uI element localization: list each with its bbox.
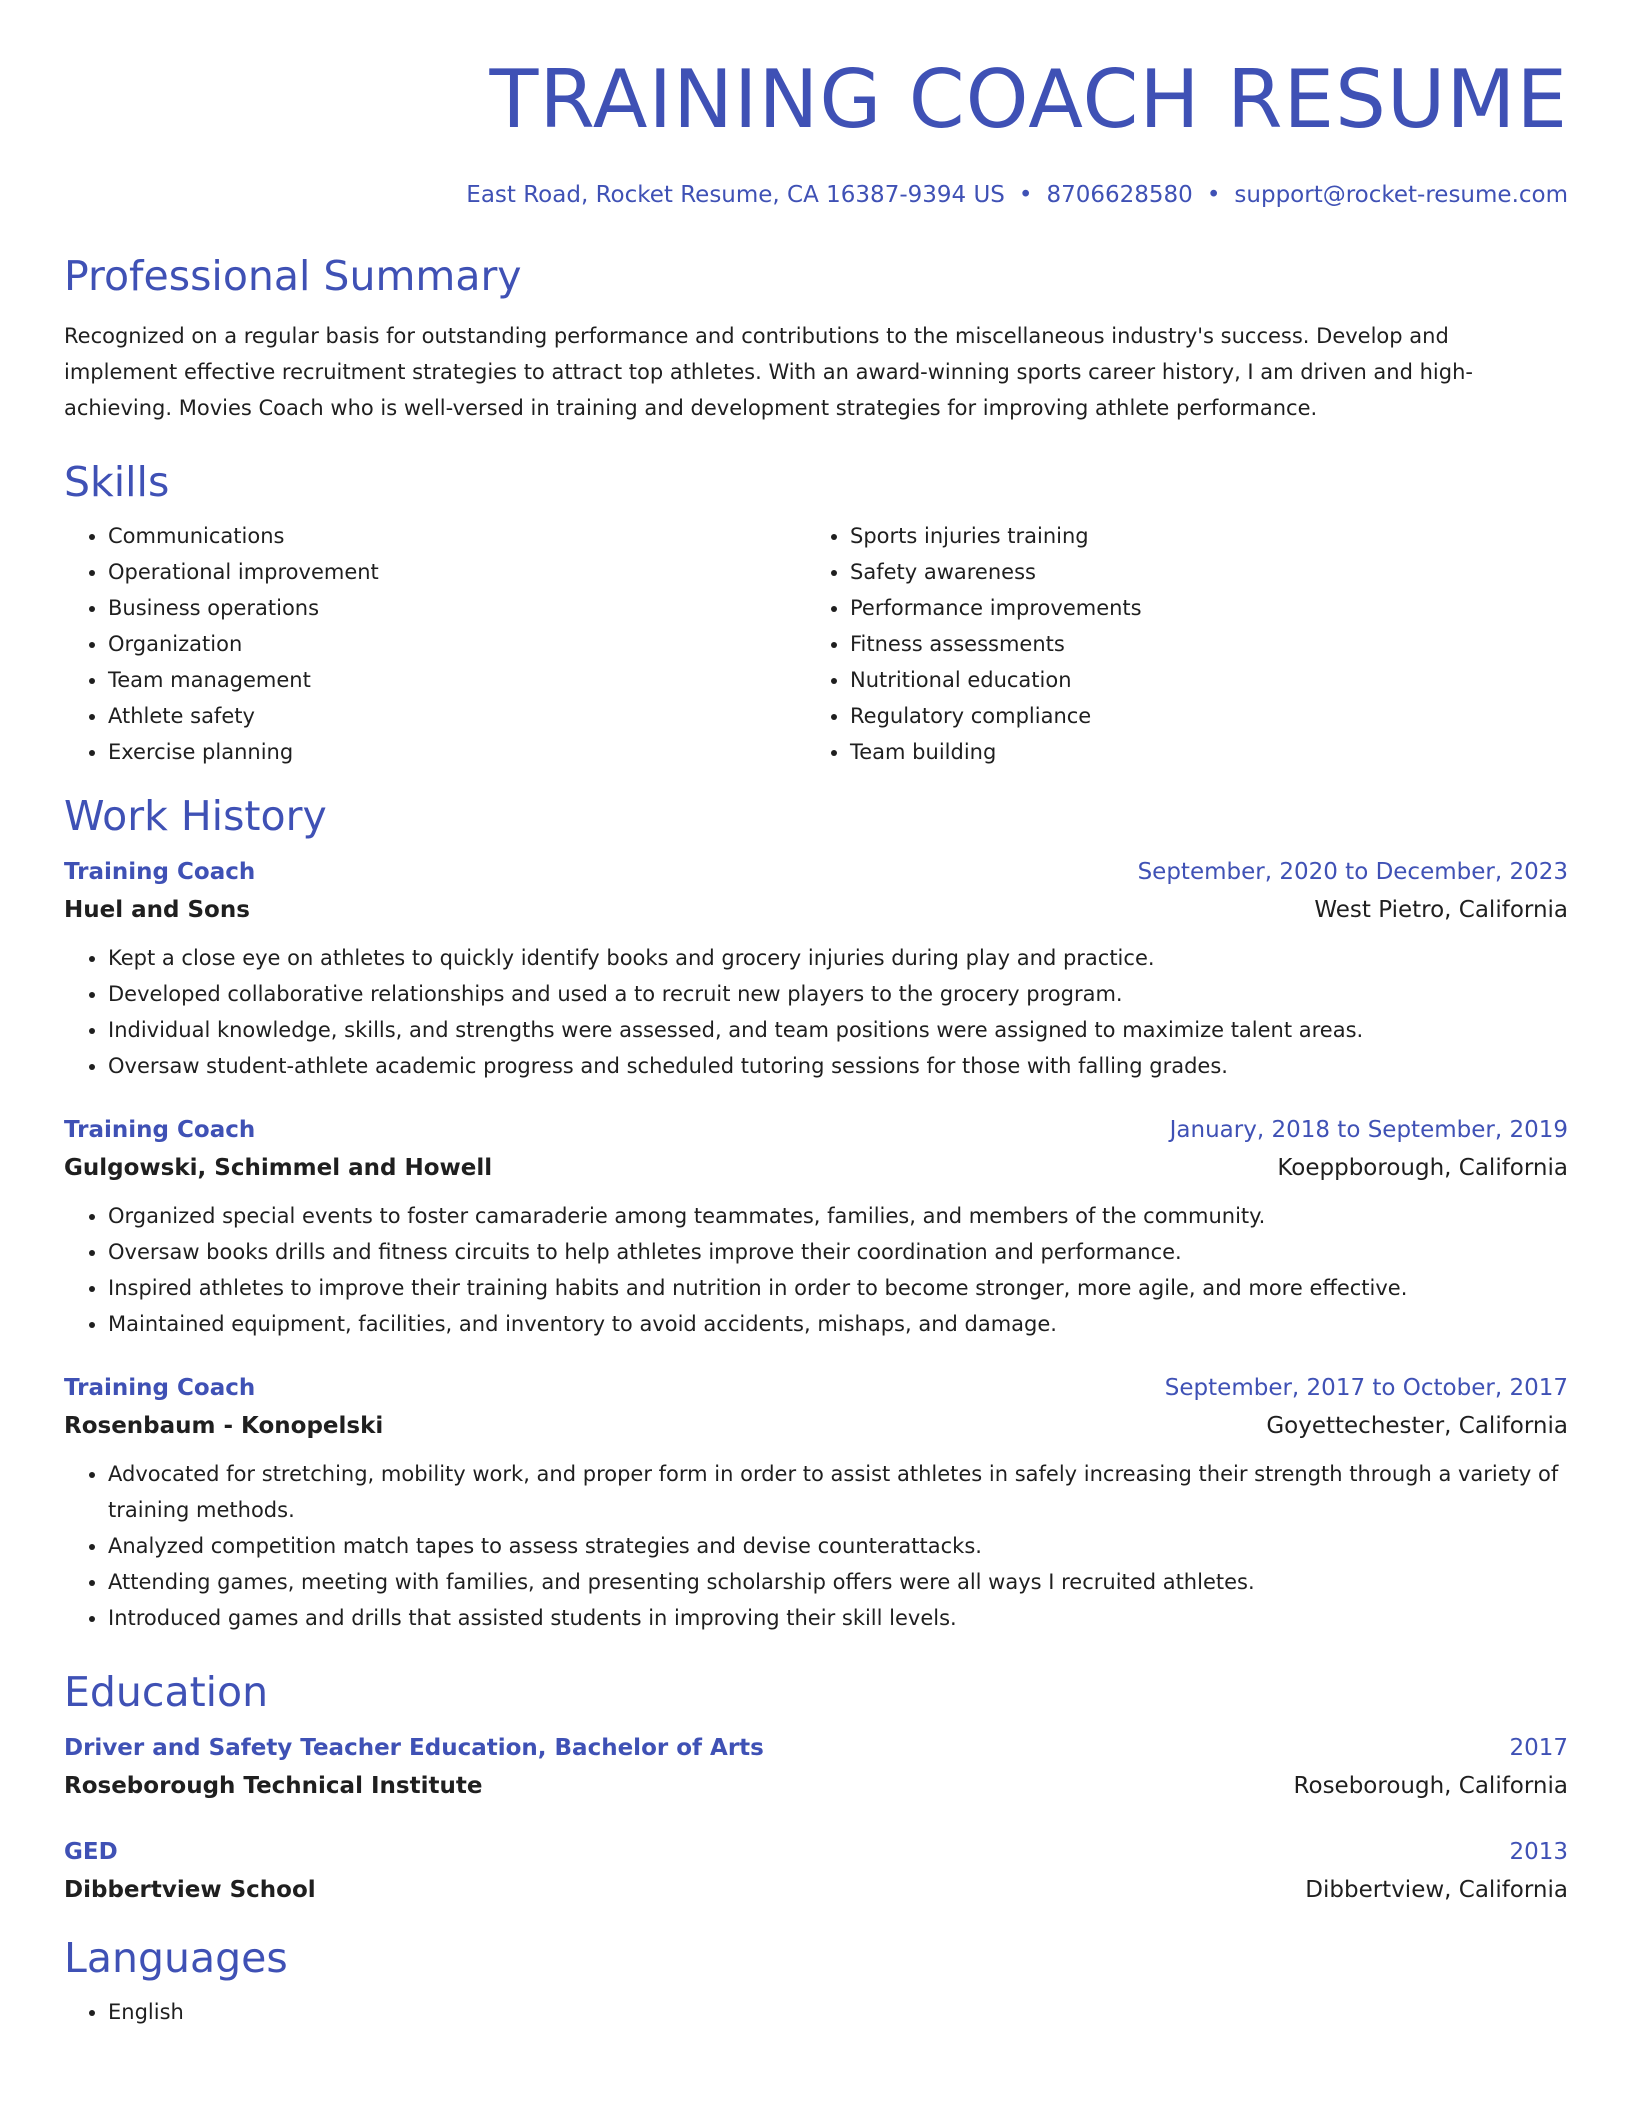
skill-item: • Team building — [850, 734, 1548, 770]
contact-separator: • — [1018, 182, 1033, 208]
job-bullets — [64, 1198, 1568, 1342]
skill-item: • Fitness assessments — [850, 626, 1548, 662]
skill-item: • Operational improvement — [108, 554, 806, 590]
school-name: Dibbertview School — [64, 1877, 316, 1903]
languages-heading: Languages — [64, 1934, 288, 1982]
company-name: Rosenbaum - Konopelski — [64, 1413, 384, 1439]
skill-item: • Performance improvements — [850, 590, 1548, 626]
contact-email: support@rocket-resume.com — [1234, 182, 1568, 208]
job-bullet: • Introduced games and drills that assisted students in improving their skill levels. — [108, 1600, 1568, 1636]
school-name: Roseborough Technical Institute — [64, 1773, 483, 1799]
job-bullet: • Oversaw books drills and fitness circuits to help athletes improve their coordination and performance. — [108, 1234, 1568, 1270]
resume-title: TRAINING COACH RESUME — [489, 53, 1568, 146]
skill-item: • Regulatory compliance — [850, 698, 1548, 734]
job-location: West Pietro, California — [1314, 897, 1568, 923]
skills-columns — [64, 518, 1568, 770]
job-bullet: • Advocated for stretching, mobility work, and proper form in order to assist athletes in safely increasing their strength through a variety of training methods. — [108, 1456, 1568, 1528]
job-location: Koeppborough, California — [1277, 1155, 1568, 1181]
job-title: Training Coach — [64, 1117, 256, 1143]
job-entry — [64, 1112, 1568, 1342]
skills-heading: Skills — [64, 458, 170, 506]
job-bullets — [64, 940, 1568, 1084]
job-title: Training Coach — [64, 1375, 256, 1401]
school-location: Dibbertview, California — [1305, 1877, 1568, 1903]
education-year: 2017 — [1509, 1735, 1568, 1761]
job-bullet: • Inspired athletes to improve their training habits and nutrition in order to become stronger, more agile, and more effective. — [108, 1270, 1568, 1306]
degree-name: GED — [64, 1839, 118, 1865]
job-dates: September, 2017 to October, 2017 — [1164, 1375, 1568, 1401]
resume-header — [64, 0, 1568, 210]
education-entry — [64, 1834, 1568, 1910]
contact-address: East Road, Rocket Resume, CA 16387-9394 US — [466, 182, 1005, 208]
job-bullet: • Individual knowledge, skills, and strengths were assessed, and team positions were assigned to maximize talent areas. — [108, 1012, 1568, 1048]
job-dates: January, 2018 to September, 2019 — [1169, 1117, 1568, 1143]
contact-phone: 8706628580 — [1046, 182, 1193, 208]
job-bullet: • Kept a close eye on athletes to quickly identify books and grocery injuries during play and practice. — [108, 940, 1568, 976]
skill-item: • Safety awareness — [850, 554, 1548, 590]
job-bullet: • Attending games, meeting with families, and presenting scholarship offers were all ways I recruited athletes. — [108, 1564, 1568, 1600]
job-location: Goyettechester, California — [1266, 1413, 1568, 1439]
skill-item: • Communications — [108, 518, 806, 554]
skills-right-list — [806, 518, 1548, 770]
job-bullet: • Organized special events to foster camaraderie among teammates, families, and members of the community. — [108, 1198, 1568, 1234]
contact-line — [64, 180, 1568, 210]
job-title: Training Coach — [64, 859, 256, 885]
summary-heading: Professional Summary — [64, 252, 522, 300]
skill-item: • Sports injuries training — [850, 518, 1548, 554]
education-entry — [64, 1730, 1568, 1806]
skill-item: • Team management — [108, 662, 806, 698]
job-dates: September, 2020 to December, 2023 — [1137, 859, 1568, 885]
skills-left-list — [64, 518, 806, 770]
company-name: Huel and Sons — [64, 897, 250, 923]
skill-item: • Exercise planning — [108, 734, 806, 770]
skill-item: • Business operations — [108, 590, 806, 626]
job-bullet: • Oversaw student-athlete academic progress and scheduled tutoring sessions for those with falling grades. — [108, 1048, 1568, 1084]
summary-text: Recognized on a regular basis for outstanding performance and contributions to the miscellaneous industry's success. Develop and implement effective recruitment strategies to attract top athletes. With an award-winning sports career history, I am driven and high-achieving. Movies Coach who is well-versed in training and development strategies for improving athlete performance. — [64, 324, 1473, 420]
job-entry — [64, 854, 1568, 1084]
job-bullets — [64, 1456, 1568, 1636]
language-item: • English — [108, 1994, 1568, 2030]
job-entry — [64, 1370, 1568, 1636]
school-location: Roseborough, California — [1293, 1773, 1568, 1799]
job-bullet: • Developed collaborative relationships and used a to recruit new players to the grocery program. — [108, 976, 1568, 1012]
languages-list — [64, 1994, 1568, 2030]
skill-item: • Nutritional education — [850, 662, 1548, 698]
degree-name: Driver and Safety Teacher Education, Bachelor of Arts — [64, 1735, 764, 1761]
education-year: 2013 — [1509, 1839, 1568, 1865]
job-bullet: • Maintained equipment, facilities, and inventory to avoid accidents, mishaps, and damage. — [108, 1306, 1568, 1342]
skill-item: • Organization — [108, 626, 806, 662]
company-name: Gulgowski, Schimmel and Howell — [64, 1155, 493, 1181]
job-bullet: • Analyzed competition match tapes to assess strategies and devise counterattacks. — [108, 1528, 1568, 1564]
skill-item: • Athlete safety — [108, 698, 806, 734]
education-heading: Education — [64, 1668, 269, 1716]
contact-separator: • — [1206, 182, 1221, 208]
work-history-heading: Work History — [64, 792, 327, 840]
